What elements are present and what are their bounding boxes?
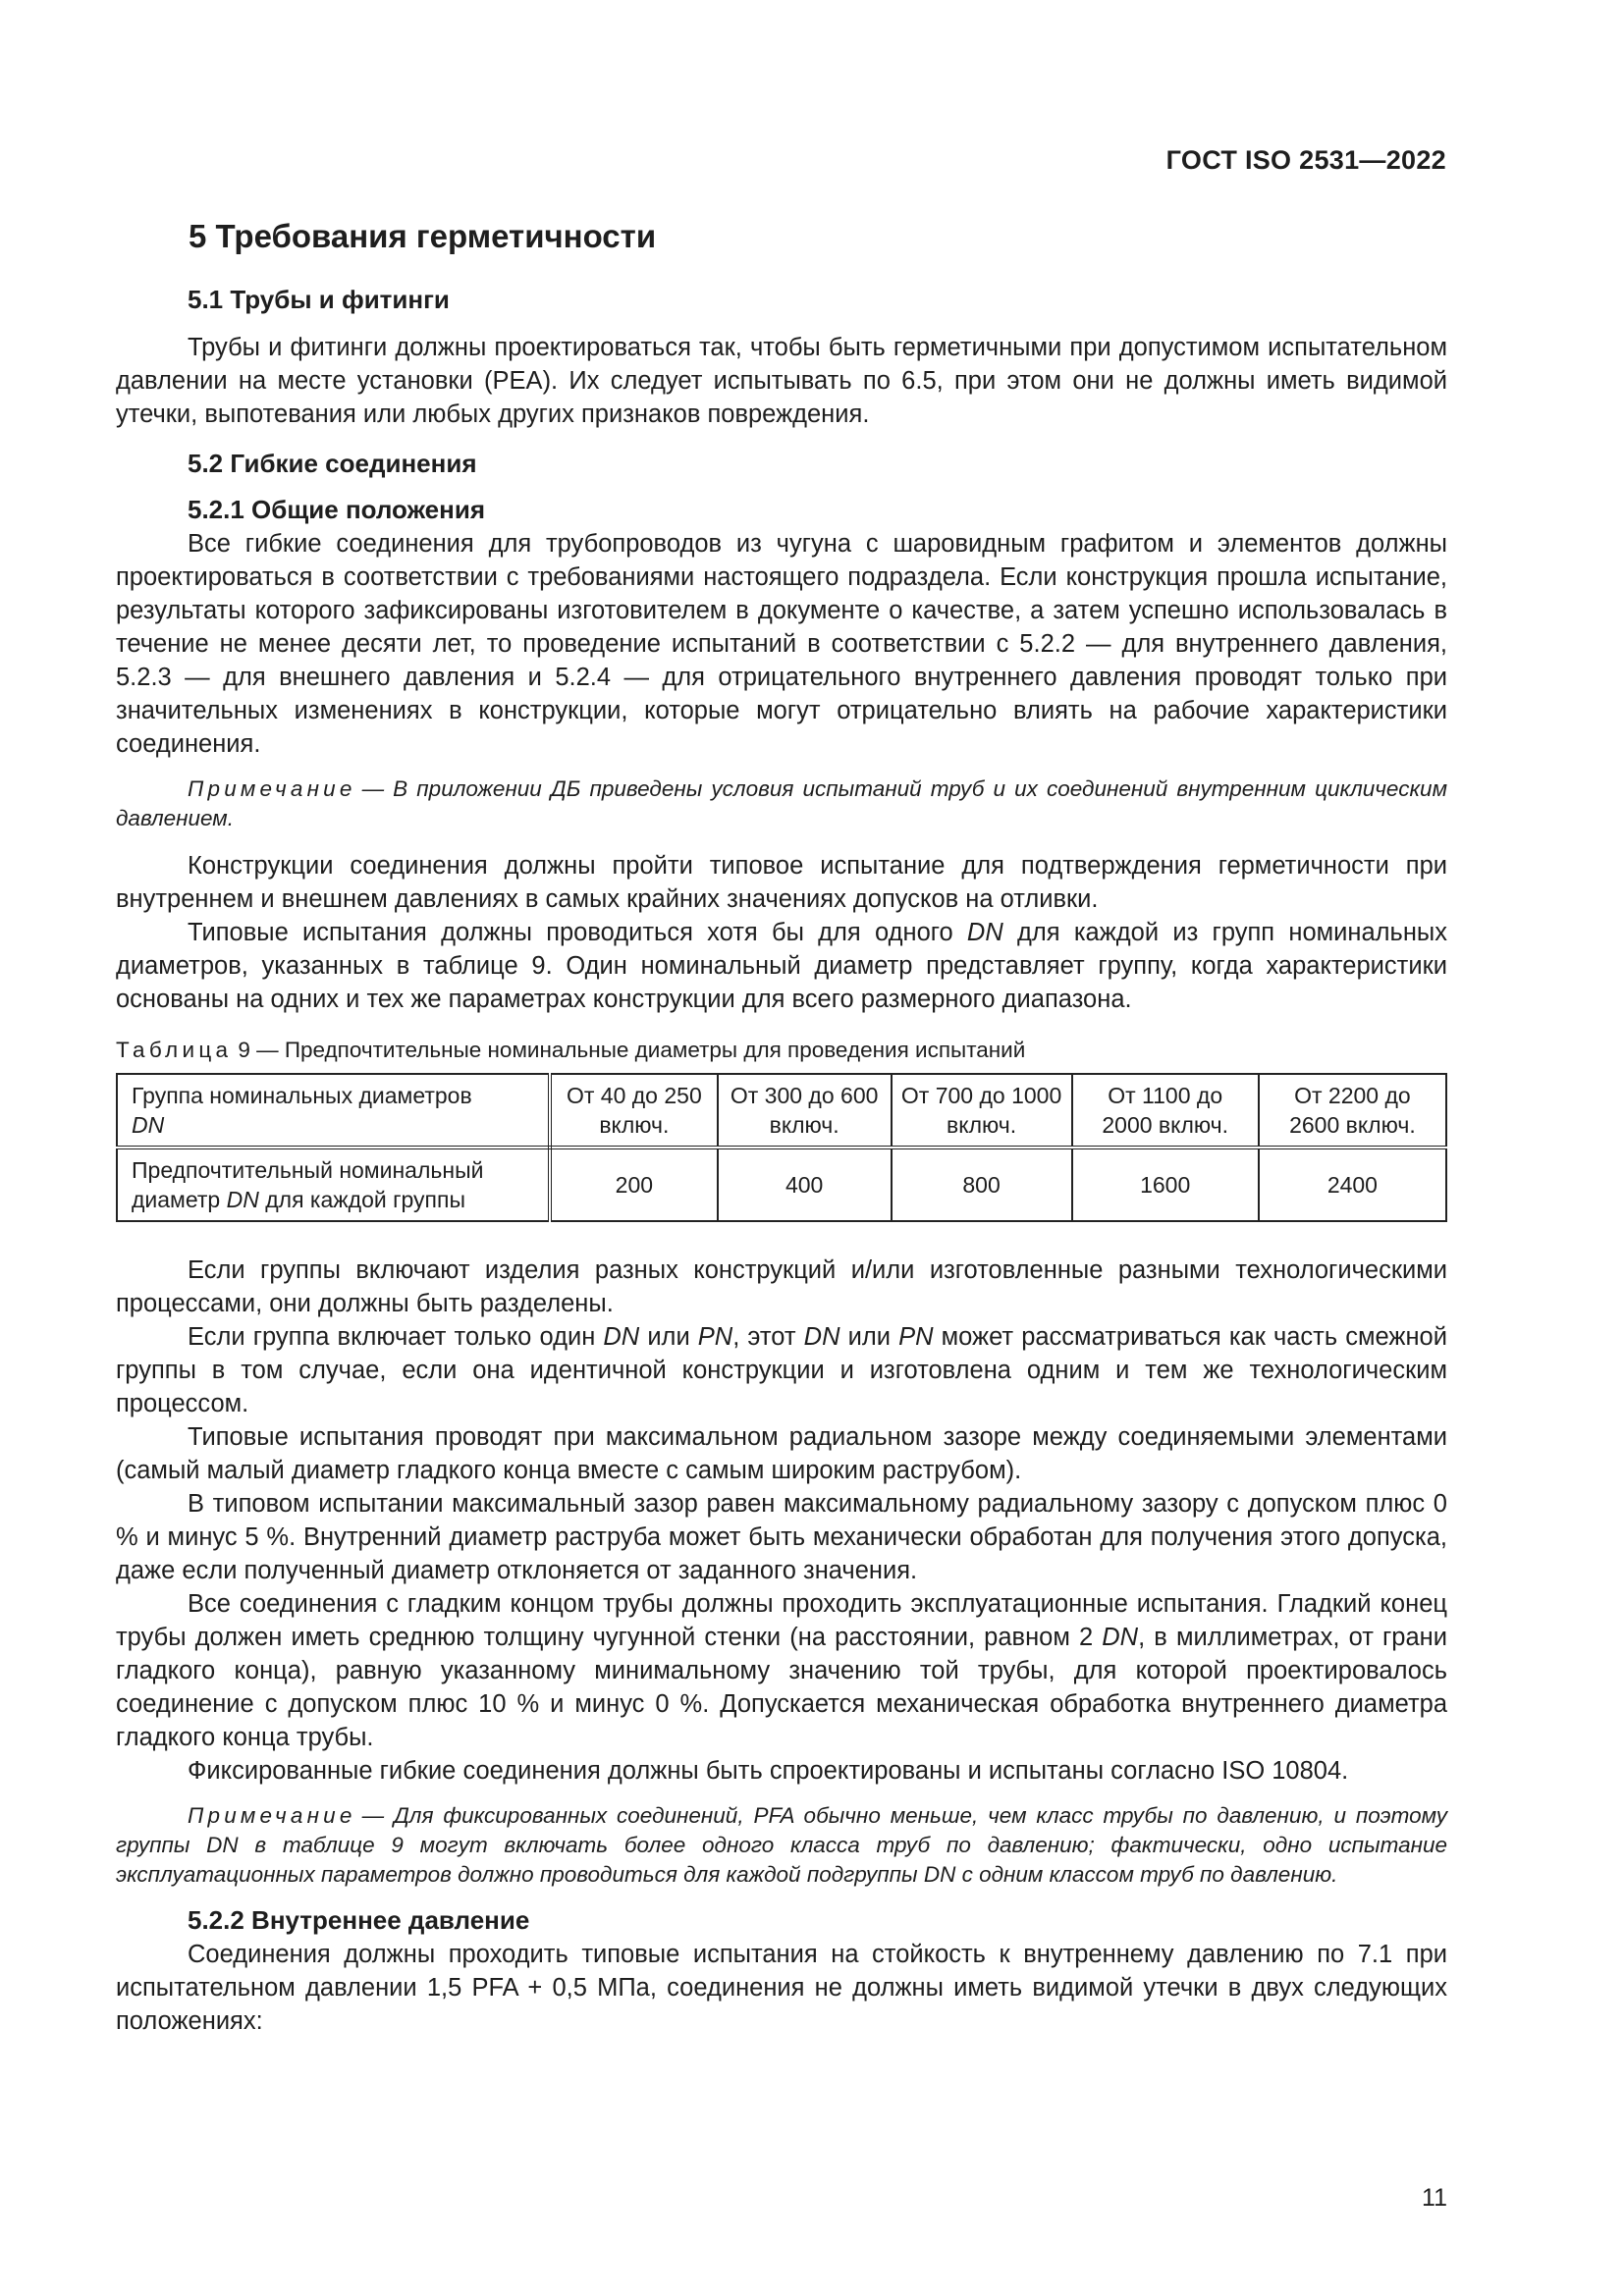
- table-row: [117, 1148, 1446, 1221]
- table-caption: [116, 1038, 1447, 1063]
- table-cell: От 40 до 250 включ.: [550, 1074, 718, 1148]
- subsection-title-5-1: 5.1 Трубы и фитинги: [188, 285, 450, 314]
- paragraph: Типовые испытания проводят при максимальном радиальном зазоре между соединяемыми элементами (самый малый диаметр гладкого конца вместе с самым широким раструбом).: [116, 1423, 1447, 1484]
- table-caption-label: Таблица: [116, 1038, 233, 1062]
- paragraph: Конструкции соединения должны пройти типовое испытание для подтверждения герметичности при внутреннем и внешнем давлениях в самых крайних значениях допусков на отливки.: [116, 852, 1447, 913]
- paragraph: Фиксированные гибкие соединения должны быть спроектированы и испытаны согласно ISO 10804.: [188, 1757, 1349, 1785]
- table-caption-text: 9 — Предпочтительные номинальные диаметры для проведения испытаний: [238, 1038, 1026, 1062]
- table-cell: 1600: [1072, 1148, 1259, 1221]
- note-label: Примечание: [188, 776, 356, 801]
- table-cell: 200: [550, 1148, 718, 1221]
- note-text: — Для фиксированных соединений, PFA обычно меньше, чем класс трубы по давлению, и поэтому группы DN в таблице 9 могут включать более одного класса труб по давлению; фактически, одно испытание эксплуатационных параметров должно проводиться для каждой подгруппы DN с одним классом труб по давлению.: [116, 1803, 1447, 1887]
- section-title: 5 Требования герметичности: [189, 218, 657, 254]
- table-row: [117, 1074, 1446, 1148]
- table-9: [116, 1073, 1447, 1222]
- paragraph: Соединения должны проходить типовые испытания на стойкость к внутреннему давлению по 7.1 при испытательном давлении 1,5 PFA + 0,5 МПа, соединения не должны иметь видимой утечки в двух следующих положениях:: [116, 1941, 1447, 2035]
- note-text: — В приложении ДБ приведены условия испытаний труб и их соединений внутренним циклическим давлением.: [116, 776, 1447, 830]
- table-cell: От 2200 до 2600 включ.: [1259, 1074, 1446, 1148]
- paragraph: Все гибкие соединения для трубопроводов из чугуна с шаровидным графитом и элементов должны проектироваться в соответствии с требованиями настоящего подраздела. Если конструкция прошла испытание, результаты которого зафиксированы изготовителем в документе о качестве, а затем успешно использовалась в течение не менее десяти лет, то проведение испытаний в соответствии с 5.2.2 — для внутреннего давления, 5.2.3 — для внешнего давления и 5.2.4 — для отрицательного внутреннего давления проводят только при значительных изменениях в конструкции, которые могут отрицательно влиять на рабочие характеристики соединения.: [116, 530, 1447, 758]
- page-content: [116, 218, 1447, 2038]
- note-label: Примечание: [188, 1803, 356, 1828]
- paragraph: Если группы включают изделия разных конструкций и/или изготовленные разными технологическими процессами, они должны быть разделены.: [116, 1256, 1447, 1317]
- subsection-title-5-2: 5.2 Гибкие соединения: [188, 449, 477, 478]
- paragraph: В типовом испытании максимальный зазор равен максимальному радиальному зазору с допуском плюс 0 % и минус 5 %. Внутренний диаметр раструба может быть механически обработан для получения этого допуска, даже если полученный диаметр отклоняется от заданного значения.: [116, 1490, 1447, 1584]
- paragraph: Типовые испытания должны проводиться хотя бы для одного DN для каждой из групп номинальных диаметров, указанных в таблице 9. Один номинальный диаметр представляет группу, когда характеристики основаны на одних и тех же параметрах конструкции для всего размерного диапазона.: [116, 919, 1447, 1013]
- table-cell: 800: [892, 1148, 1072, 1221]
- paragraph: Если группа включает только один DN или PN, этот DN или PN может рассматриваться как часть смежной группы в том случае, если она идентичной конструкции и изготовлена одним и тем же технологическим процессом.: [116, 1323, 1447, 1417]
- table-cell: От 700 до 1000 включ.: [892, 1074, 1072, 1148]
- table-cell: 2400: [1259, 1148, 1446, 1221]
- note: [116, 774, 1447, 833]
- paragraph: Трубы и фитинги должны проектироваться так, чтобы быть герметичными при допустимом испытательном давлении на месте установки (PEA). Их следует испытывать по 6.5, при этом они не должны иметь видимой утечки, выпотевания или любых других признаков повреждения.: [116, 334, 1447, 428]
- table-cell: 400: [718, 1148, 892, 1221]
- page-number: 11: [1422, 2184, 1447, 2212]
- table-row-header: Группа номинальных диаметров DN: [117, 1074, 550, 1148]
- subsection-title-5-2-2: 5.2.2 Внутреннее давление: [188, 1905, 530, 1935]
- note: [116, 1801, 1447, 1890]
- paragraph: Все соединения с гладким концом трубы должны проходить эксплуатационные испытания. Гладкий конец трубы должен иметь среднюю толщину чугунной стенки (на расстоянии, равном 2 DN, в миллиметрах, от грани гладкого конца), равную указанному минимальному значению той трубы, для которой проектировалось соединение с допуском плюс 10 % и минус 0 %. Допускается механическая обработка внутреннего диаметра гладкого конца трубы.: [116, 1590, 1447, 1751]
- subsection-title-5-2-1: 5.2.1 Общие положения: [188, 495, 485, 524]
- table-row-header: Предпочтительный номинальный диаметр DN для каждой группы: [117, 1148, 550, 1221]
- document-standard-id: ГОСТ ISO 2531—2022: [1165, 145, 1446, 175]
- table-cell: От 300 до 600 включ.: [718, 1074, 892, 1148]
- table-cell: От 1100 до 2000 включ.: [1072, 1074, 1259, 1148]
